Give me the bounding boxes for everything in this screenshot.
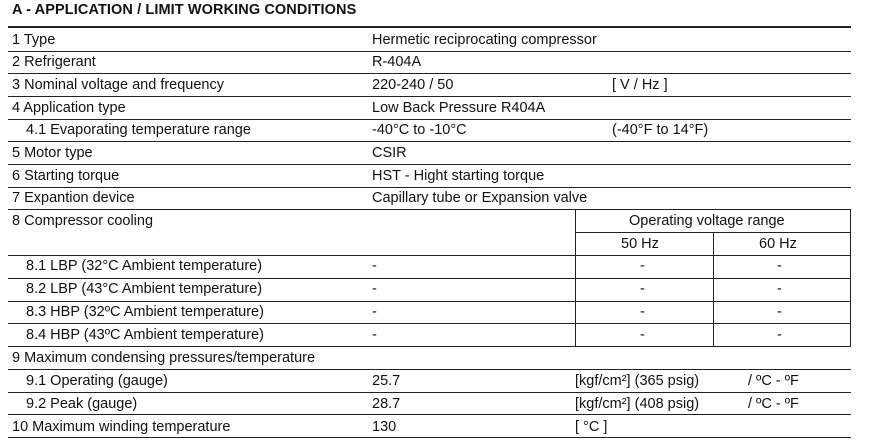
rule-15 [8,392,851,393]
col-60hz: 60 Hz [759,236,797,252]
operating-value: 25.7 [372,373,401,389]
torque-label: 6 Starting torque [12,168,120,184]
vrule-left [575,209,576,346]
cooling-item-50hz: - [640,258,645,274]
cooling-item-60hz: - [777,304,782,320]
cooling-label: 8 Compressor cooling [12,213,154,229]
expansion-label: 7 Expantion device [12,190,135,206]
cooling-item-value: - [372,258,377,274]
section-title: A - APPLICATION / LIMIT WORKING CONDITIONS [12,2,357,18]
rule-5 [8,141,851,142]
rule-8 [8,209,851,210]
peak-unit: [kgf/cm²] (408 psig) [575,396,700,412]
cooling-item-50hz: - [640,304,645,320]
type-label: 1 Type [12,32,56,48]
rule-14 [8,369,851,370]
voltage-value: 220-240 / 50 [372,77,454,93]
max-cond-label: 9 Maximum condensing pressures/temperature [12,350,316,366]
motor-label: 5 Motor type [12,145,93,161]
rule-16 [8,414,851,415]
cooling-item-value: - [372,304,377,320]
rule-bottom [8,437,851,438]
vrule-right [850,209,851,346]
refrigerant-value: R-404A [372,54,422,70]
rule-12 [8,323,851,324]
cooling-item-value: - [372,281,377,297]
winding-label: 10 Maximum winding temperature [12,419,231,435]
cooling-item-label: 8.2 LBP (43°C Ambient temperature) [26,281,263,297]
rule-1 [8,51,851,52]
winding-value: 130 [372,419,397,435]
evap-range-value: -40°C to -10°C [372,122,467,138]
cooling-item-label: 8.3 HBP (32ºC Ambient temperature) [26,304,264,320]
cooling-item-50hz: - [640,327,645,343]
rule-13 [8,346,851,347]
col-50hz: 50 Hz [621,236,659,252]
operating-unit-temp: / ºC - ºF [748,373,799,389]
winding-unit: [ °C ] [575,419,608,435]
type-value: Hermetic reciprocating compressor [372,32,597,48]
range-header: Operating voltage range [629,213,785,229]
torque-value: HST - Hight starting torque [372,168,545,184]
cooling-item-label: 8.1 LBP (32°C Ambient temperature) [26,258,263,274]
peak-value: 28.7 [372,396,401,412]
cooling-item-value: - [372,327,377,343]
voltage-unit: [ V / Hz ] [612,77,668,93]
cooling-item-60hz: - [777,258,782,274]
cooling-item-label: 8.4 HBP (43ºC Ambient temperature) [26,327,264,343]
operating-label: 9.1 Operating (gauge) [26,373,168,389]
evap-range-unit: (-40°F to 14°F) [612,122,709,138]
application-label: 4 Application type [12,100,126,116]
application-value: Low Back Pressure R404A [372,100,546,116]
expansion-value: Capillary tube or Expansion valve [372,190,588,206]
rule-3 [8,96,851,97]
rule-2 [8,73,851,74]
refrigerant-label: 2 Refrigerant [12,54,96,70]
cooling-item-60hz: - [777,327,782,343]
peak-label: 9.2 Peak (gauge) [26,396,138,412]
operating-unit: [kgf/cm²] (365 psig) [575,373,700,389]
evap-range-label: 4.1 Evaporating temperature range [26,122,251,138]
vrule-mid [713,232,714,346]
peak-unit-temp: / ºC - ºF [748,396,799,412]
cooling-item-50hz: - [640,281,645,297]
cooling-item-60hz: - [777,281,782,297]
rule-6 [8,164,851,165]
voltage-label: 3 Nominal voltage and frequency [12,77,224,93]
rule-top [8,26,851,28]
motor-value: CSIR [372,145,407,161]
